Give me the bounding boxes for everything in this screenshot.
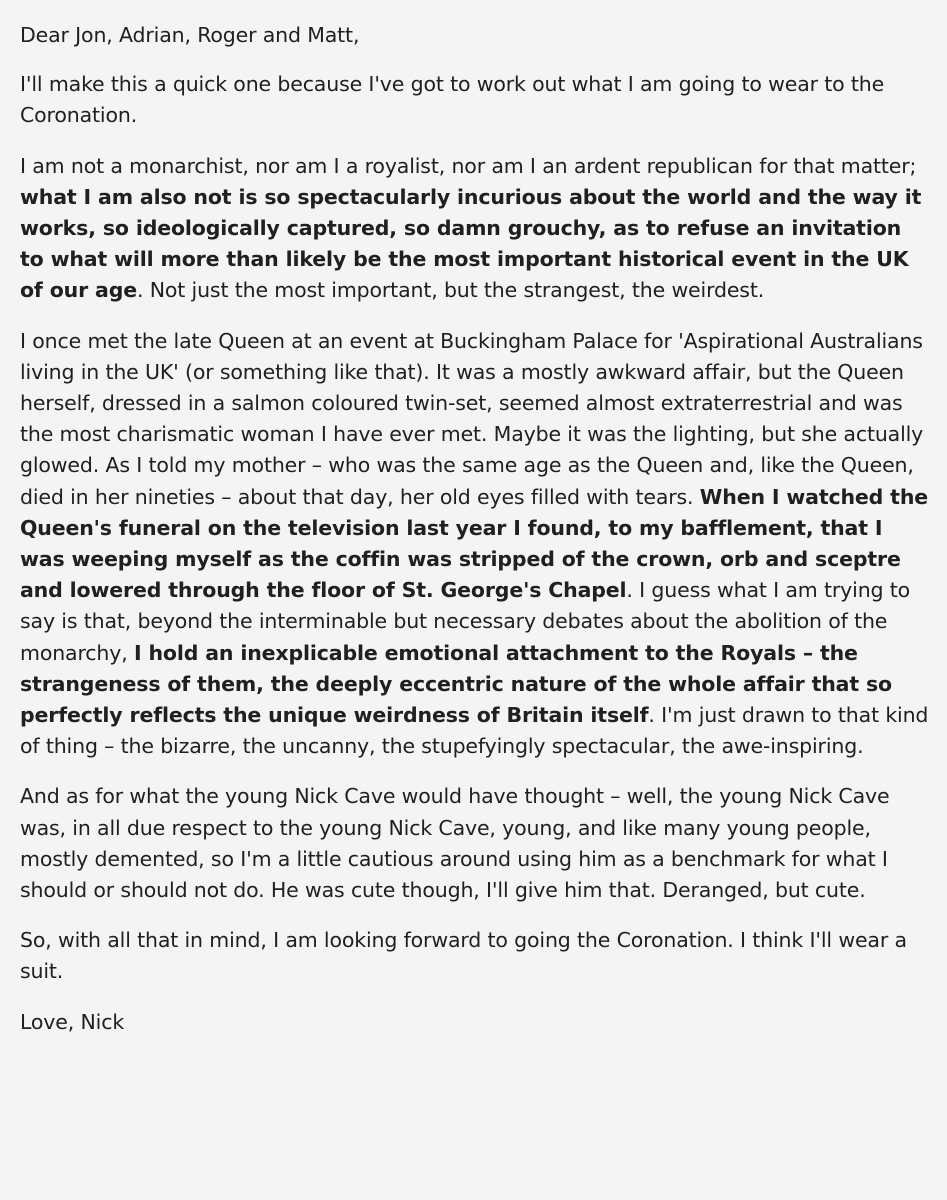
paragraph-monarchy-view <box>20 151 929 307</box>
paragraph-young-nick-cave: And as for what the young Nick Cave would have thought – well, the young Nick Cave was, in all due respect to the young Nick Cave, young, and like many young people, mostly demented, so I'm a little cautious around using him as a benchmark for what I should or should not do. He was cute though, I'll give him that. Deranged, but cute. <box>20 784 890 903</box>
paragraph-closing: So, with all that in mind, I am looking forward to going the Coronation. I think I'll wear a suit. <box>20 928 907 984</box>
paragraph-text: . I guess what I am trying to say is that, beyond the interminable but necessary debates about the abolition of the monarchy, <box>20 578 911 665</box>
bold-emphasis: When I watched the Queen's funeral on the television last year I found, to my bafflement, that I was weeping myself as the coffin was stripped of the crown, orb and sceptre and lowered through the floor of St. George's Chapel <box>20 484 929 603</box>
bold-emphasis: what I am also not is so spectacularly incurious about the world and the way it works, so ideologically captured, so damn grouchy, as to refuse an invitation to what will more than likely be the most important historical event in the UK of our age <box>20 184 922 303</box>
greeting: Dear Jon, Adrian, Roger and Matt, <box>20 23 360 47</box>
paragraph-queen-memory <box>20 326 929 763</box>
signoff: Love, Nick <box>20 1009 125 1034</box>
paragraph-text: . I'm just drawn to that kind of thing – the bizarre, the uncanny, the stupefyingly spectacular, the awe-inspiring. <box>20 703 929 759</box>
paragraph-text: I once met the late Queen at an event at Buckingham Palace for 'Aspirational Australians living in the UK' (or something like that). It was a mostly awkward affair, but the Queen herself, dressed in a salmon coloured twin-set, seemed almost extraterrestrial and was the most charismatic woman I have ever met. Maybe it was the lighting, but she actually glowed. As I told my mother – who was the same age as the Queen and, like the Queen, died in her nineties – about that day, her old eyes filled with tears. <box>20 328 924 509</box>
paragraph-coronation-intro: I'll make this a quick one because I've got to work out what I am going to wear to the Coronation. <box>20 72 885 128</box>
bold-emphasis: I hold an inexplicable emotional attachment to the Royals – the strangeness of them, the deeply eccentric nature of the whole affair that so perfectly reflects the unique weirdness of Britain itself <box>20 640 892 728</box>
paragraph-text: . Not just the most important, but the strangest, the weirdest. <box>136 278 765 303</box>
paragraph-text: I am not a monarchist, nor am I a royalist, nor am I an ardent republican for that matter; <box>20 153 917 178</box>
